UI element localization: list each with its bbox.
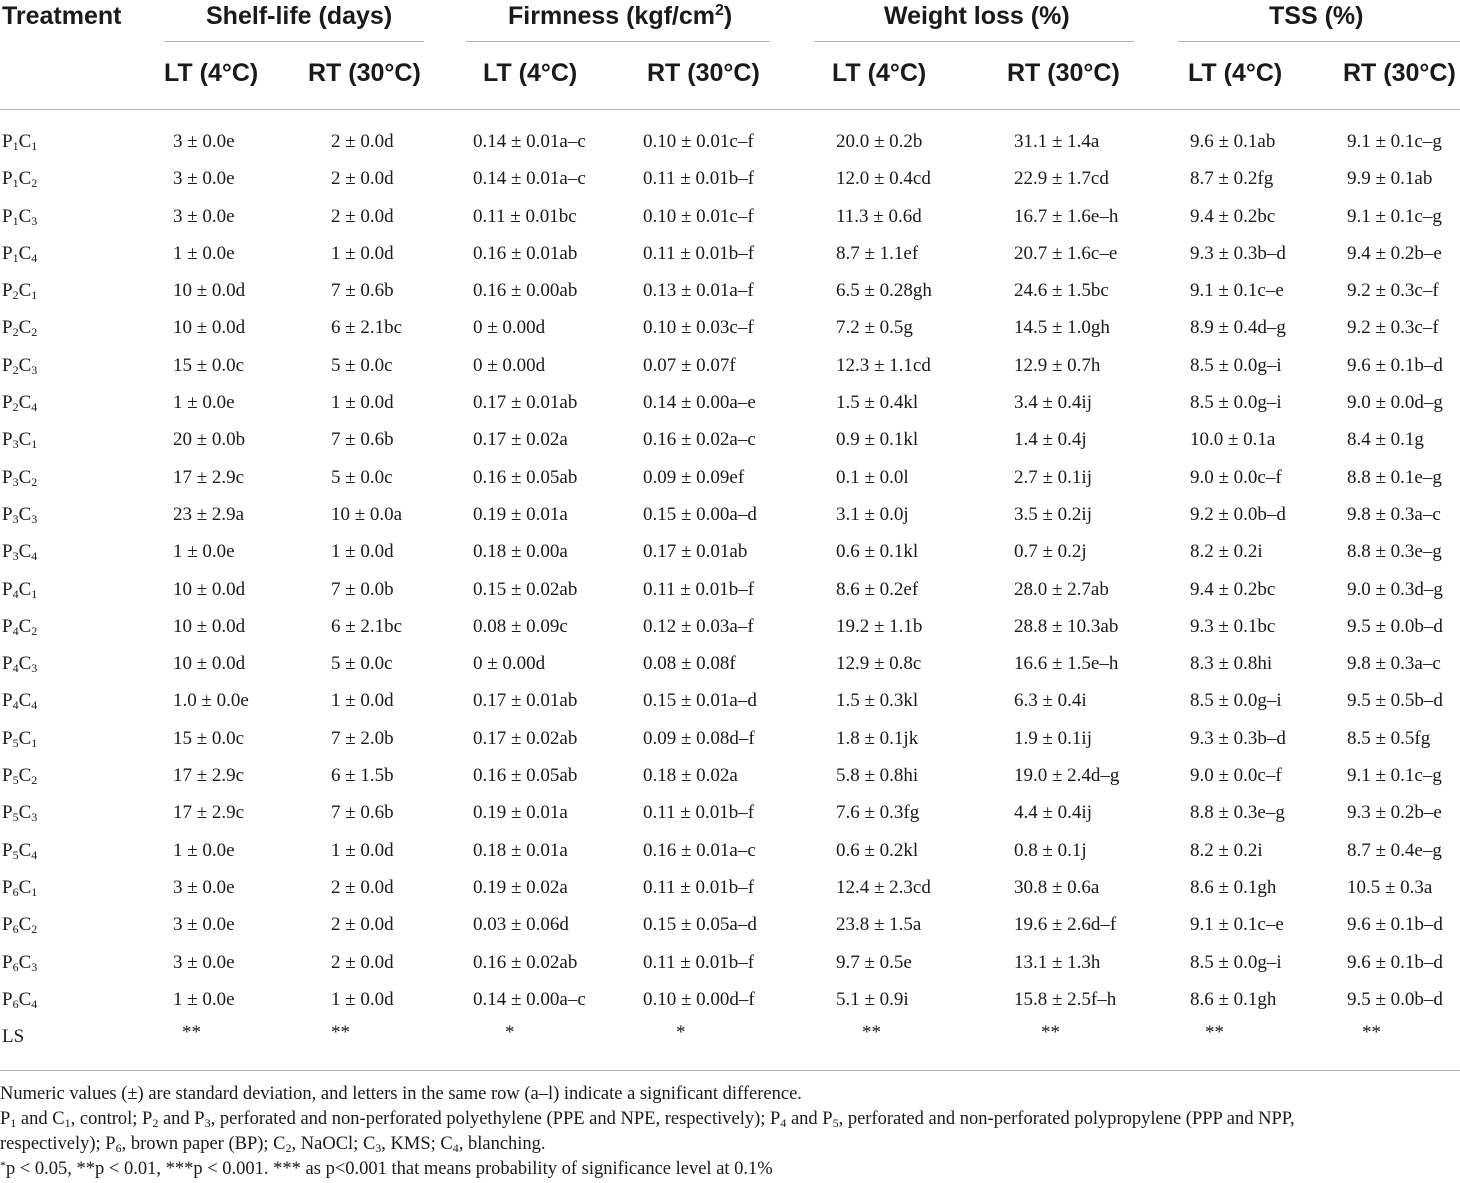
value-cell: 1.4 ± 0.4j: [1014, 429, 1087, 451]
treatment-cell: $P_3C_1$: [2, 429, 38, 452]
subheader-wl-rt: RT (30°C): [1007, 59, 1120, 87]
value-cell: 8.7 ± 0.4e–g: [1347, 839, 1442, 861]
ls-cell: **: [182, 1022, 201, 1044]
header-firmness-sup: 2: [715, 2, 724, 19]
value-cell: 13.1 ± 1.3h: [1014, 951, 1101, 973]
value-cell: 1 ± 0.0d: [331, 392, 394, 414]
value-cell: 19.0 ± 2.4d–g: [1014, 765, 1120, 787]
value-cell: 10 ± 0.0a: [331, 503, 403, 525]
ls-cell: *: [505, 1022, 515, 1044]
value-cell: 0.17 ± 0.01ab: [643, 541, 748, 563]
value-cell: 16.7 ± 1.6e–h: [1014, 205, 1119, 227]
value-cell: 1.9 ± 0.1ij: [1014, 727, 1092, 749]
value-cell: 11.3 ± 0.6d: [836, 205, 922, 227]
value-cell: 1 ± 0.0d: [331, 839, 394, 861]
table-row: [0, 272, 1460, 309]
value-cell: 1.0 ± 0.0e: [173, 690, 249, 712]
value-cell: 0.12 ± 0.03a–f: [643, 615, 754, 637]
table-row: [0, 906, 1460, 943]
treatment-cell: $P_6C_3$: [2, 951, 38, 974]
value-cell: 9.6 ± 0.1ab: [1190, 131, 1276, 152]
value-cell: 6 ± 1.5b: [331, 765, 394, 787]
value-cell: 5 ± 0.0c: [331, 653, 393, 675]
value-cell: 0.18 ± 0.01a: [473, 839, 568, 861]
subheader-shelf-lt: LT (4°C): [164, 59, 259, 87]
ls-label: LS: [2, 1026, 25, 1048]
value-cell: 9.8 ± 0.3a–c: [1347, 503, 1441, 525]
value-cell: 30.8 ± 0.6a: [1014, 876, 1100, 898]
footnote-sd: Numeric values (±) are standard deviation, and letters in the same row (a–l) indicate a significant difference.: [0, 1084, 802, 1104]
value-cell: 0.18 ± 0.00a: [473, 541, 568, 563]
treatment-cell: $P_4C_4$: [2, 690, 38, 713]
value-cell: 12.0 ± 0.4cd: [836, 168, 931, 190]
subheader-tss-lt: LT (4°C): [1188, 59, 1283, 87]
treatment-cell: $P_3C_4$: [2, 541, 38, 564]
value-cell: 17 ± 2.9c: [173, 765, 245, 787]
value-cell: 9.9 ± 0.1ab: [1347, 168, 1433, 190]
value-cell: 2.7 ± 0.1ij: [1014, 466, 1092, 488]
value-cell: 0.15 ± 0.05a–d: [643, 914, 757, 936]
value-cell: 3 ± 0.0e: [173, 205, 235, 227]
treatment-cell: $P_5C_1$: [2, 727, 38, 750]
value-cell: 9.1 ± 0.1c–e: [1190, 280, 1284, 302]
value-cell: 9.2 ± 0.0b–d: [1190, 503, 1286, 525]
value-cell: 9.6 ± 0.1b–d: [1347, 951, 1443, 973]
value-cell: 8.3 ± 0.8hi: [1190, 653, 1273, 675]
treatment-cell: $P_2C_4$: [2, 392, 38, 415]
value-cell: 0.6 ± 0.1kl: [836, 541, 919, 563]
treatment-cell: $P_4C_3$: [2, 653, 38, 676]
value-cell: 0.15 ± 0.01a–d: [643, 690, 757, 712]
value-cell: 9.5 ± 0.0b–d: [1347, 615, 1443, 637]
value-cell: 0.10 ± 0.00d–f: [643, 988, 755, 1010]
value-cell: 7 ± 0.6b: [331, 280, 394, 302]
value-cell: 3.4 ± 0.4ij: [1014, 392, 1092, 414]
value-cell: 0.11 ± 0.01b–f: [643, 578, 755, 600]
value-cell: 0.6 ± 0.2kl: [836, 839, 919, 861]
value-cell: 10 ± 0.0d: [173, 615, 246, 637]
value-cell: 5 ± 0.0c: [331, 354, 393, 376]
value-cell: 9.4 ± 0.2bc: [1190, 578, 1276, 600]
table-row: [0, 235, 1460, 272]
value-cell: 7 ± 2.0b: [331, 727, 394, 749]
subheader-tss-rt: RT (30°C): [1343, 59, 1456, 87]
table-row: [0, 757, 1460, 794]
value-cell: 8.5 ± 0.0g–i: [1190, 951, 1282, 973]
table-row: [0, 832, 1460, 869]
ls-cell: **: [331, 1022, 350, 1044]
value-cell: 9.3 ± 0.3b–d: [1190, 242, 1286, 264]
ls-cell: **: [862, 1022, 881, 1044]
value-cell: 1.8 ± 0.1jk: [836, 727, 919, 749]
value-cell: 8.8 ± 0.3e–g: [1347, 541, 1442, 563]
table-row-ls: [0, 1018, 1460, 1055]
value-cell: 3.5 ± 0.2ij: [1014, 503, 1092, 525]
value-cell: 9.3 ± 0.1bc: [1190, 615, 1276, 637]
value-cell: 0.7 ± 0.2j: [1014, 541, 1087, 563]
value-cell: 20.7 ± 1.6c–e: [1014, 242, 1118, 264]
value-cell: 8.7 ± 0.2fg: [1190, 168, 1274, 190]
value-cell: 9.2 ± 0.3c–f: [1347, 280, 1439, 302]
treatment-cell: $P_2C_3$: [2, 354, 38, 377]
treatment-cell: $P_1C_4$: [2, 242, 38, 265]
table-row: [0, 123, 1460, 160]
ls-cell: **: [1362, 1022, 1381, 1044]
value-cell: 5.1 ± 0.9i: [836, 988, 909, 1010]
value-cell: 0.08 ± 0.08f: [643, 653, 736, 675]
header-tss: TSS (%): [1269, 2, 1364, 30]
value-cell: 1 ± 0.0e: [173, 839, 235, 861]
value-cell: 0.09 ± 0.08d–f: [643, 727, 755, 749]
value-cell: 19.6 ± 2.6d–f: [1014, 914, 1117, 936]
value-cell: 10 ± 0.0d: [173, 653, 246, 675]
value-cell: 9.1 ± 0.1c–g: [1347, 131, 1442, 152]
value-cell: 0.16 ± 0.01ab: [473, 242, 578, 264]
value-cell: 2 ± 0.0d: [331, 205, 394, 227]
value-cell: 28.0 ± 2.7ab: [1014, 578, 1109, 600]
table-body: [0, 123, 1460, 1055]
table-row: [0, 944, 1460, 981]
header-weight-loss: Weight loss (%): [884, 2, 1070, 30]
footnote-legend: $P_1$ and $C_1$, control; $P_2$ and $P_3$, perforated and non-perforated polyethylene (PPE and NPE, respectively); $P_4$ and $P_5$, perforated and non-perforated polypropylene (PPP and NPP,: [0, 1109, 1295, 1130]
value-cell: 0.10 ± 0.03c–f: [643, 317, 754, 339]
value-cell: 9.0 ± 0.0d–g: [1347, 392, 1443, 414]
value-cell: 15.8 ± 2.5f–h: [1014, 988, 1117, 1010]
value-cell: 12.9 ± 0.7h: [1014, 354, 1101, 376]
value-cell: 16.6 ± 1.5e–h: [1014, 653, 1119, 675]
ls-cell: **: [1041, 1022, 1060, 1044]
value-cell: 0.8 ± 0.1j: [1014, 839, 1087, 861]
treatment-cell: $P_2C_2$: [2, 317, 38, 340]
value-cell: 0.14 ± 0.00a–e: [643, 392, 756, 414]
value-cell: 0.11 ± 0.01b–f: [643, 802, 755, 824]
treatment-cell: $P_6C_1$: [2, 876, 38, 899]
value-cell: 8.5 ± 0.0g–i: [1190, 354, 1282, 376]
value-cell: 10.5 ± 0.3a: [1347, 876, 1433, 898]
value-cell: 0.19 ± 0.01a: [473, 802, 568, 824]
value-cell: 0.11 ± 0.01b–f: [643, 168, 755, 190]
value-cell: 8.5 ± 0.0g–i: [1190, 690, 1282, 712]
table-row: [0, 160, 1460, 197]
value-cell: 28.8 ± 10.3ab: [1014, 615, 1119, 637]
value-cell: 9.4 ± 0.2b–e: [1347, 242, 1442, 264]
value-cell: 8.7 ± 1.1ef: [836, 242, 919, 264]
value-cell: 8.5 ± 0.0g–i: [1190, 392, 1282, 414]
subheader-wl-lt: LT (4°C): [832, 59, 927, 87]
value-cell: 9.8 ± 0.3a–c: [1347, 653, 1441, 675]
treatment-cell: $P_1C_2$: [2, 168, 38, 191]
treatment-cell: $P_5C_2$: [2, 765, 38, 788]
table-row: [0, 533, 1460, 570]
table-row: [0, 198, 1460, 235]
table-row: [0, 869, 1460, 906]
value-cell: 7 ± 0.6b: [331, 802, 394, 824]
value-cell: 8.6 ± 0.2ef: [836, 578, 919, 600]
table-row: [0, 645, 1460, 682]
value-cell: 0.17 ± 0.02a: [473, 429, 568, 451]
value-cell: 10 ± 0.0d: [173, 317, 246, 339]
value-cell: 1 ± 0.0e: [173, 988, 235, 1010]
ls-cell: **: [1205, 1022, 1224, 1044]
footnote-significance: *p < 0.05, **p < 0.01, ***p < 0.001. *** as p<0.001 that means probability of significance level at 0.1%: [0, 1158, 773, 1179]
value-cell: 9.0 ± 0.0c–f: [1190, 765, 1282, 787]
value-cell: 0.16 ± 0.02ab: [473, 951, 578, 973]
value-cell: 5.8 ± 0.8hi: [836, 765, 919, 787]
table-row: [0, 459, 1460, 496]
value-cell: 17 ± 2.9c: [173, 802, 245, 824]
value-cell: 8.8 ± 0.3e–g: [1190, 802, 1285, 824]
value-cell: 3.1 ± 0.0j: [836, 503, 909, 525]
value-cell: 0.16 ± 0.01a–c: [643, 839, 756, 861]
value-cell: 19.2 ± 1.1b: [836, 615, 923, 637]
value-cell: 0.1 ± 0.0l: [836, 466, 909, 488]
footnote-legend-cont: respectively); $P_6$, brown paper (BP); $C_2$, NaOCl; $C_3$, KMS; $C_4$, blanching.: [0, 1134, 546, 1155]
table-row: [0, 421, 1460, 458]
treatment-cell: $P_3C_3$: [2, 503, 38, 526]
value-cell: 3 ± 0.0e: [173, 168, 235, 190]
value-cell: 1 ± 0.0d: [331, 541, 394, 563]
value-cell: 2 ± 0.0d: [331, 914, 394, 936]
value-cell: 0.08 ± 0.09c: [473, 615, 568, 637]
value-cell: 8.5 ± 0.5fg: [1347, 727, 1431, 749]
value-cell: 2 ± 0.0d: [331, 951, 394, 973]
header-firmness-text: Firmness (kgf/cm: [508, 2, 716, 30]
value-cell: 7 ± 0.0b: [331, 578, 394, 600]
value-cell: 9.2 ± 0.3c–f: [1347, 317, 1439, 339]
table-row: [0, 384, 1460, 421]
value-cell: 0 ± 0.00d: [473, 354, 546, 376]
value-cell: 20 ± 0.0b: [173, 429, 246, 451]
value-cell: 6.5 ± 0.28gh: [836, 280, 932, 302]
value-cell: 1 ± 0.0e: [173, 392, 235, 414]
value-cell: 10 ± 0.0d: [173, 578, 246, 600]
value-cell: 0.15 ± 0.02ab: [473, 578, 578, 600]
value-cell: 8.2 ± 0.2i: [1190, 839, 1263, 861]
value-cell: 9.1 ± 0.1c–e: [1190, 914, 1284, 936]
value-cell: 0.14 ± 0.00a–c: [473, 988, 586, 1010]
value-cell: 0.16 ± 0.02a–c: [643, 429, 756, 451]
value-cell: 10.0 ± 0.1a: [1190, 429, 1276, 451]
table-row: [0, 309, 1460, 346]
value-cell: 0.07 ± 0.07f: [643, 354, 736, 376]
value-cell: 2 ± 0.0d: [331, 131, 394, 152]
value-cell: 20.0 ± 0.2b: [836, 131, 923, 152]
value-cell: 14.5 ± 1.0gh: [1014, 317, 1110, 339]
value-cell: 22.9 ± 1.7cd: [1014, 168, 1109, 190]
value-cell: 10 ± 0.0d: [173, 280, 246, 302]
value-cell: 9.0 ± 0.0c–f: [1190, 466, 1282, 488]
table-row: [0, 608, 1460, 645]
treatment-cell: $P_6C_4$: [2, 988, 38, 1011]
treatment-cell: $P_5C_3$: [2, 802, 38, 825]
value-cell: 0.17 ± 0.01ab: [473, 690, 578, 712]
value-cell: 0.11 ± 0.01bc: [473, 205, 577, 227]
value-cell: 0.16 ± 0.05ab: [473, 466, 578, 488]
value-cell: 6.3 ± 0.4i: [1014, 690, 1087, 712]
value-cell: 3 ± 0.0e: [173, 131, 235, 152]
value-cell: 12.4 ± 2.3cd: [836, 876, 931, 898]
table-row: [0, 571, 1460, 608]
subheader-firm-rt: RT (30°C): [647, 59, 760, 87]
treatment-cell: $P_3C_2$: [2, 466, 38, 489]
value-cell: 31.1 ± 1.4a: [1014, 131, 1100, 152]
value-cell: 7.6 ± 0.3fg: [836, 802, 920, 824]
value-cell: 9.6 ± 0.1b–d: [1347, 354, 1443, 376]
value-cell: 0.16 ± 0.05ab: [473, 765, 578, 787]
value-cell: 0 ± 0.00d: [473, 653, 546, 675]
value-cell: 0.11 ± 0.01b–f: [643, 242, 755, 264]
value-cell: 8.6 ± 0.1gh: [1190, 988, 1277, 1010]
value-cell: 0.13 ± 0.01a–f: [643, 280, 754, 302]
value-cell: 3 ± 0.0e: [173, 914, 235, 936]
value-cell: 7 ± 0.6b: [331, 429, 394, 451]
value-cell: 0 ± 0.00d: [473, 317, 546, 339]
value-cell: 4.4 ± 0.4ij: [1014, 802, 1092, 824]
value-cell: 15 ± 0.0c: [173, 354, 245, 376]
value-cell: 2 ± 0.0d: [331, 168, 394, 190]
value-cell: 9.4 ± 0.2bc: [1190, 205, 1276, 227]
value-cell: 1 ± 0.0e: [173, 541, 235, 563]
value-cell: 0.09 ± 0.09ef: [643, 466, 745, 488]
value-cell: 1 ± 0.0d: [331, 988, 394, 1010]
treatment-cell: $P_2C_1$: [2, 280, 38, 303]
table-row: [0, 794, 1460, 831]
subheader-firm-lt: LT (4°C): [483, 59, 578, 87]
value-cell: 0.18 ± 0.02a: [643, 765, 738, 787]
value-cell: 1.5 ± 0.4kl: [836, 392, 919, 414]
group-line-shelf-life: [164, 41, 424, 42]
value-cell: 9.7 ± 0.5e: [836, 951, 912, 973]
value-cell: 8.6 ± 0.1gh: [1190, 876, 1277, 898]
header-firmness: [508, 0, 732, 32]
value-cell: 0.19 ± 0.01a: [473, 503, 568, 525]
value-cell: 24.6 ± 1.5bc: [1014, 280, 1109, 302]
value-cell: 9.6 ± 0.1b–d: [1347, 914, 1443, 936]
value-cell: 6 ± 2.1bc: [331, 317, 403, 339]
value-cell: 9.1 ± 0.1c–g: [1347, 205, 1442, 227]
value-cell: 12.3 ± 1.1cd: [836, 354, 931, 376]
table-bottom-rule: [0, 1070, 1460, 1071]
value-cell: 23 ± 2.9a: [173, 503, 245, 525]
treatment-cell: $P_6C_2$: [2, 914, 38, 937]
value-cell: 9.1 ± 0.1c–g: [1347, 765, 1442, 787]
value-cell: 0.17 ± 0.02ab: [473, 727, 578, 749]
value-cell: 0.11 ± 0.01b–f: [643, 876, 755, 898]
value-cell: 8.8 ± 0.1e–g: [1347, 466, 1442, 488]
value-cell: 12.9 ± 0.8c: [836, 653, 922, 675]
value-cell: 9.5 ± 0.5b–d: [1347, 690, 1443, 712]
value-cell: 0.14 ± 0.01a–c: [473, 131, 586, 152]
table-row: [0, 682, 1460, 719]
value-cell: 2 ± 0.0d: [331, 876, 394, 898]
header-firmness-close: ): [723, 2, 733, 30]
value-cell: 3 ± 0.0e: [173, 876, 235, 898]
header-shelf-life: Shelf-life (days): [206, 2, 393, 30]
value-cell: 6 ± 2.1bc: [331, 615, 403, 637]
value-cell: 5 ± 0.0c: [331, 466, 393, 488]
value-cell: 0.14 ± 0.01a–c: [473, 168, 586, 190]
group-line-weight-loss: [814, 41, 1134, 42]
table-row: [0, 496, 1460, 533]
value-cell: 0.15 ± 0.00a–d: [643, 503, 757, 525]
value-cell: 0.17 ± 0.01ab: [473, 392, 578, 414]
table-row: [0, 347, 1460, 384]
value-cell: 23.8 ± 1.5a: [836, 914, 922, 936]
value-cell: 17 ± 2.9c: [173, 466, 245, 488]
value-cell: 0.19 ± 0.02a: [473, 876, 568, 898]
value-cell: 0.03 ± 0.06d: [473, 914, 569, 936]
treatment-cell: $P_1C_3$: [2, 205, 38, 228]
value-cell: 3 ± 0.0e: [173, 951, 235, 973]
group-line-tss: [1178, 41, 1460, 42]
table-row: [0, 720, 1460, 757]
value-cell: 8.4 ± 0.1g: [1347, 429, 1424, 451]
header-rule: [0, 109, 1460, 110]
value-cell: 0.16 ± 0.00ab: [473, 280, 578, 302]
header-treatment: Treatment: [2, 2, 122, 30]
value-cell: 0.9 ± 0.1kl: [836, 429, 919, 451]
value-cell: 1 ± 0.0d: [331, 242, 394, 264]
value-cell: 0.10 ± 0.01c–f: [643, 205, 754, 227]
subheader-shelf-rt: RT (30°C): [308, 59, 421, 87]
value-cell: 9.3 ± 0.3b–d: [1190, 727, 1286, 749]
value-cell: 1 ± 0.0e: [173, 242, 235, 264]
treatment-cell: $P_4C_2$: [2, 615, 38, 638]
value-cell: 0.11 ± 0.01b–f: [643, 951, 755, 973]
treatment-cell: $P_1C_1$: [2, 131, 38, 153]
table-footnotes: [0, 1082, 1460, 1182]
value-cell: 7.2 ± 0.5g: [836, 317, 913, 339]
value-cell: 8.9 ± 0.4d–g: [1190, 317, 1286, 339]
group-line-firmness: [466, 41, 770, 42]
value-cell: 9.0 ± 0.3d–g: [1347, 578, 1443, 600]
value-cell: 8.2 ± 0.2i: [1190, 541, 1263, 563]
value-cell: 15 ± 0.0c: [173, 727, 245, 749]
treatment-cell: $P_4C_1$: [2, 578, 38, 601]
ls-cell: *: [676, 1022, 686, 1044]
treatment-cell: $P_5C_4$: [2, 839, 38, 862]
value-cell: 1.5 ± 0.3kl: [836, 690, 919, 712]
table-row: [0, 981, 1460, 1018]
value-cell: 0.10 ± 0.01c–f: [643, 131, 754, 152]
value-cell: 9.3 ± 0.2b–e: [1347, 802, 1442, 824]
value-cell: 9.5 ± 0.0b–d: [1347, 988, 1443, 1010]
table-header: [0, 0, 1460, 110]
value-cell: 1 ± 0.0d: [331, 690, 394, 712]
